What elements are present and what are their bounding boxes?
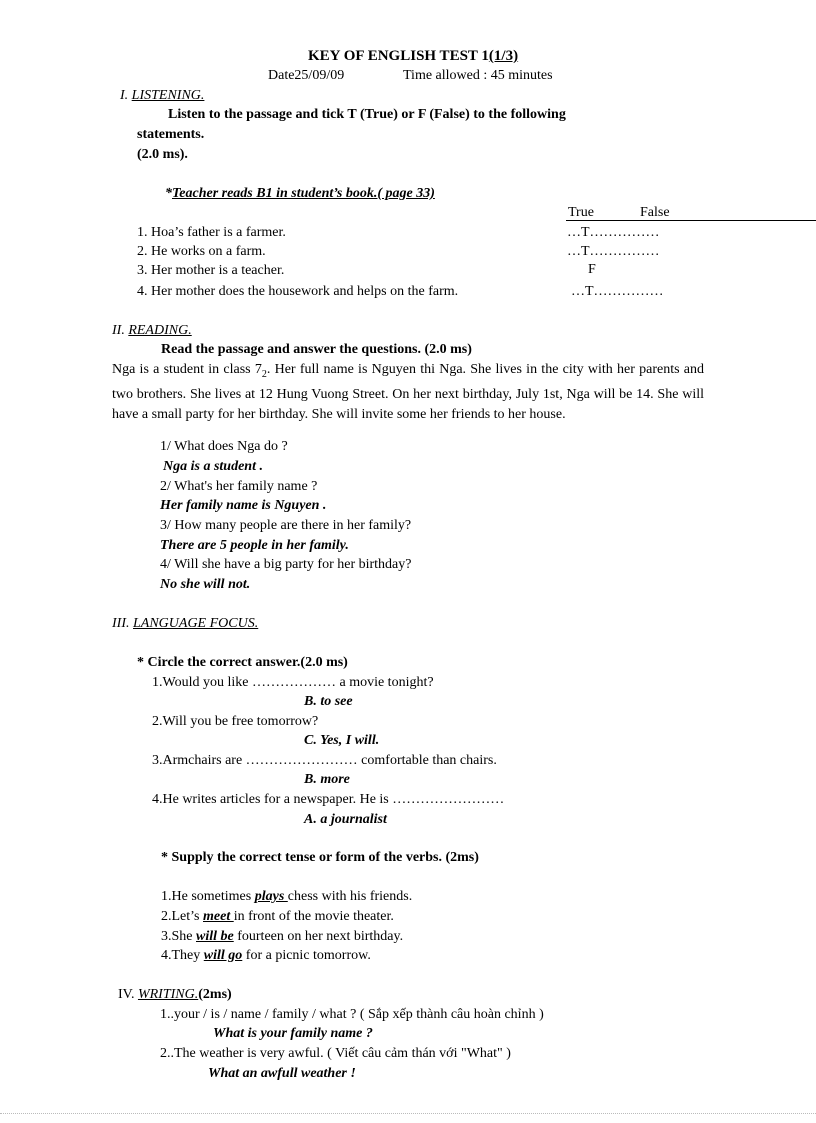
circle-instruction: * Circle the correct answer.(2.0 ms): [137, 655, 348, 670]
reading-answer-2: Her family name is Nguyen .: [160, 498, 327, 513]
verb-item-3: [161, 929, 403, 945]
heading-text: LISTENING.: [131, 88, 205, 103]
verb-sentence-end: in front of the movie theater.: [233, 909, 394, 924]
circle-answer-1: B. to see: [304, 694, 353, 709]
verb-sentence-start: 1.He sometimes: [161, 889, 255, 904]
passage-text: Nga is a student in class 7: [112, 362, 262, 377]
teacher-note: [165, 186, 435, 202]
col-false-header: False: [640, 205, 670, 220]
listening-marks: (2.0 ms).: [137, 147, 188, 162]
passage-text-cont: . Her full name is Nguyen thi Nga. She lives in the city with her parents and two brothers. She lives at 12 Hung Vuong Street. On her next birthday, July 1st, Nga will be 14. She will have a small party for her birthday. She will invite some her friends to her house.: [112, 362, 705, 422]
heading-text: LANGUAGE FOCUS.: [133, 616, 259, 631]
circle-question-3: 3.Armchairs are …………………… comfortable than chairs.: [152, 753, 497, 768]
statement-2-answer: …T……………: [567, 244, 660, 259]
verb-answer: meet: [203, 909, 234, 924]
reading-answer-3: There are 5 people in her family.: [160, 538, 349, 553]
table-header-rule: [566, 220, 816, 221]
page-title: [308, 48, 518, 65]
star-marker: *: [165, 186, 172, 201]
reading-heading: [112, 323, 192, 339]
page-bottom-rule: [0, 1113, 816, 1114]
heading-number: III.: [112, 616, 133, 631]
heading-number: I.: [120, 88, 132, 103]
verb-answer: will be: [196, 929, 234, 944]
circle-question-2: 2.Will you be free tomorrow?: [152, 714, 319, 729]
title-ref: (1/3): [488, 48, 519, 64]
statement-1: 1. Hoa’s father is a farmer.: [137, 225, 286, 240]
class-subscript: 2: [261, 368, 267, 380]
verb-answer: will go: [203, 948, 243, 963]
circle-answer-4: A. a journalist: [304, 812, 387, 827]
verb-sentence-start: 4.They: [161, 948, 204, 963]
verb-item-4: [161, 948, 371, 964]
writing-question-1: 1..your / is / name / family / what ? ( Sắp xếp thành câu hoàn chỉnh ): [160, 1007, 544, 1022]
reading-passage: [112, 360, 704, 425]
heading-number: IV.: [118, 987, 138, 1002]
heading-number: II.: [112, 323, 129, 338]
statement-4-answer: …T……………: [571, 284, 664, 299]
reading-question-1: 1/ What does Nga do ?: [160, 439, 288, 454]
reading-question-2: 2/ What's her family name ?: [160, 479, 318, 494]
verb-answer: plays: [254, 889, 288, 904]
verbs-instruction: * Supply the correct tense or form of the verbs. (2ms): [161, 850, 479, 865]
verb-sentence-end: for a picnic tomorrow.: [242, 948, 371, 963]
circle-question-1: 1.Would you like ……………… a movie tonight?: [152, 675, 434, 690]
reading-question-3: 3/ How many people are there in her family?: [160, 518, 412, 533]
verb-item-1: [161, 889, 412, 905]
time-allowed: Time allowed : 45 minutes: [403, 68, 553, 83]
title-text: KEY OF ENGLISH TEST 1: [308, 48, 489, 64]
verb-sentence-start: 2.Let’s: [161, 909, 203, 924]
teacher-note-text: Teacher reads B1 in student’s book.( page 33): [172, 186, 435, 201]
verb-sentence-start: 3.She: [161, 929, 196, 944]
statement-3: 3. Her mother is a teacher.: [137, 263, 285, 278]
verb-sentence-end: chess with his friends.: [287, 889, 413, 904]
reading-instruction: Read the passage and answer the questions. (2.0 ms): [161, 342, 472, 357]
heading-text: WRITING.: [137, 987, 199, 1002]
writing-answer-2: What an awfull weather !: [208, 1066, 356, 1081]
writing-answer-1: What is your family name ?: [213, 1026, 373, 1041]
col-true-header: True: [568, 205, 594, 220]
language-heading: [112, 616, 258, 632]
circle-answer-3: B. more: [304, 772, 350, 787]
writing-marks: (2ms): [198, 987, 232, 1002]
heading-text: READING.: [128, 323, 192, 338]
writing-heading: [118, 987, 232, 1003]
reading-answer-1: Nga is a student .: [163, 459, 263, 474]
reading-question-4: 4/ Will she have a big party for her birthday?: [160, 557, 412, 572]
statement-4: 4. Her mother does the housework and helps on the farm.: [137, 284, 459, 299]
listening-instruction: Listen to the passage and tick T (True) or F (False) to the following: [168, 107, 566, 122]
listening-heading: [120, 88, 204, 104]
circle-question-4: 4.He writes articles for a newspaper. He is ……………………: [152, 792, 505, 807]
verb-sentence-end: fourteen on her next birthday.: [233, 929, 404, 944]
writing-question-2: 2..The weather is very awful. ( Viết câu cảm thán với "What" ): [160, 1046, 511, 1061]
circle-answer-2: C. Yes, I will.: [304, 733, 380, 748]
statement-1-answer: …T……………: [567, 225, 660, 240]
listening-instruction-cont: statements.: [137, 127, 205, 142]
statement-2: 2. He works on a farm.: [137, 244, 266, 259]
test-date: Date25/09/09: [268, 68, 345, 83]
statement-3-answer: F: [588, 262, 596, 277]
verb-item-2: [161, 909, 394, 925]
reading-answer-4: No she will not.: [160, 577, 251, 592]
